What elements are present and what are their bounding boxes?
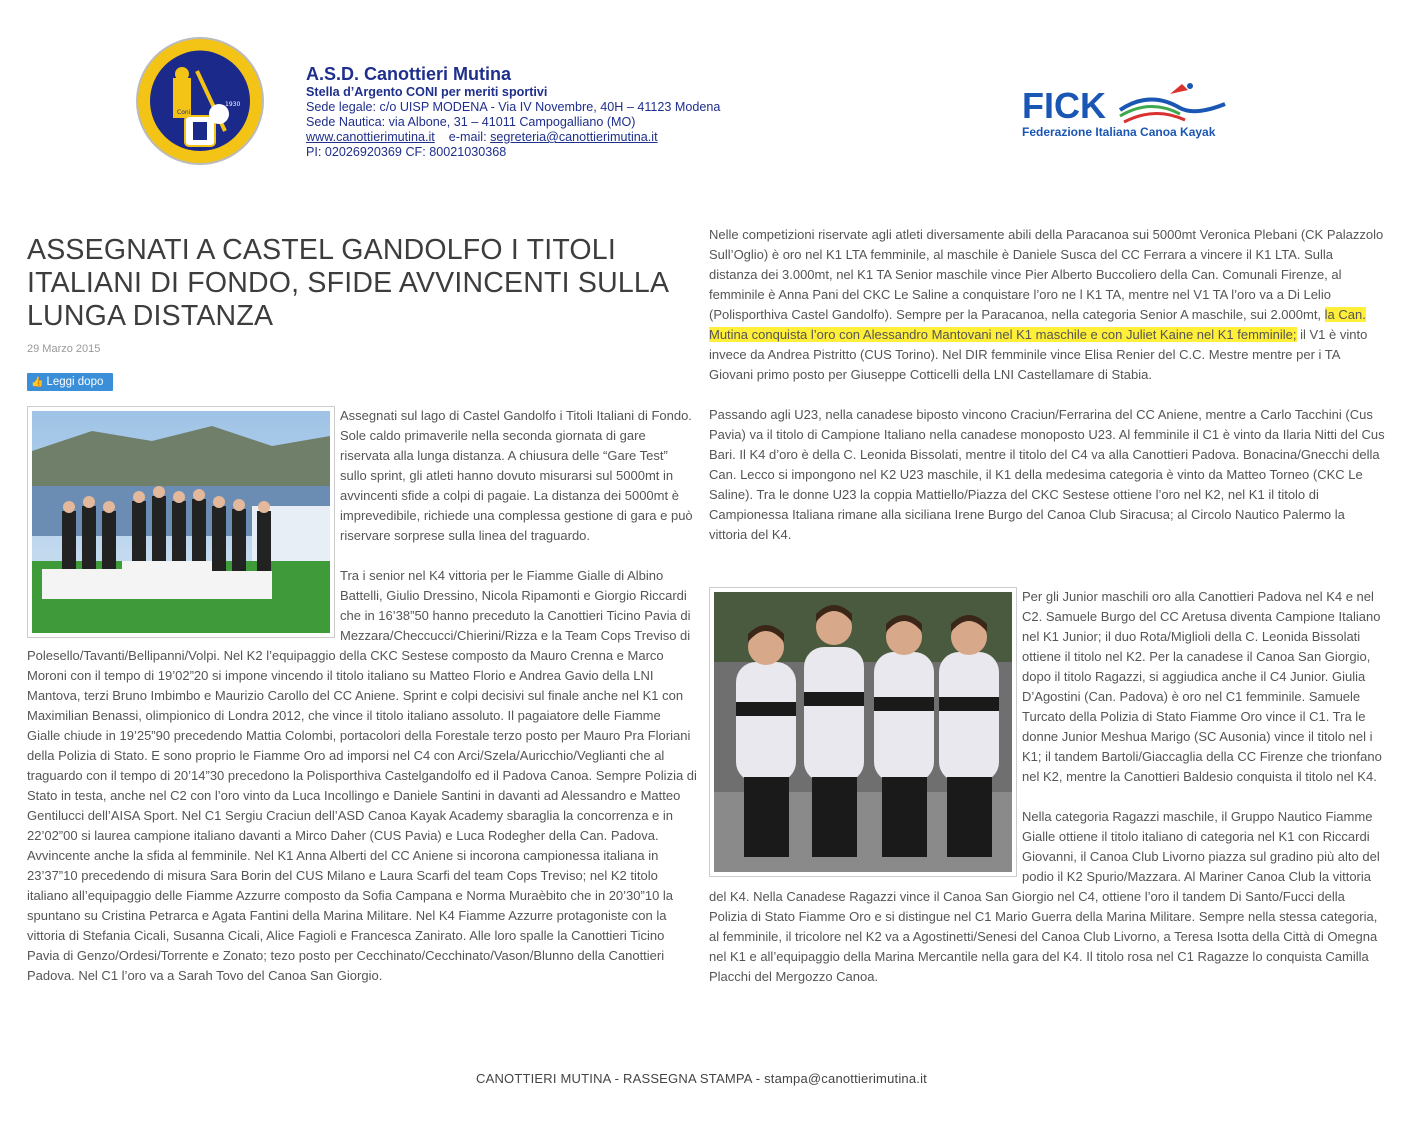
contact-line bbox=[306, 130, 720, 145]
canottieri-mutina-logo bbox=[135, 36, 265, 166]
read-later-button[interactable] bbox=[27, 373, 113, 391]
article-column-left bbox=[27, 406, 697, 986]
paragraph-senior: Tra i senior nel K4 vittoria per le Fiamme Gialle di Albino Battelli, Giulio Dressino, Nicola Ripamonti e Giorgio Riccardi che in 16’38”50 hanno preceduto la Canottieri Ticino Pavia di Mezzara/Checcucci/Chierini/Rizza e la Team Cops Treviso di Polesello/Tavanti/Bellipanni/Volpi. Nel K2 l’equipaggio della CKC Sestese composto da Mauro Crenna e Marco Moroni con il tempo di 19’02”20 si impone vincendo il titolo italiano su Matteo Florio e Andrea Gavio della LNI Mantova, terzi Bruno Imbimbo e Maurizio Carollo del CC Aniene. Sprint e colpi decisivi sul finale anche nel K1 con Maximilian Benassi, olimpionico di Londra 2012, che vince il titolo italiano assoluto. Il pagaiatore delle Fiamme Gialle chiude in 19’25”90 precedendo Mattia Colombi, portacolori della Forestale terzo posto per Mauro Pra Floriani della Polizia di Stato. E sono proprio le Fiamme Oro ad imporsi nel C4 con Arci/Szela/Auricchio/Veglianti che al traguardo con il tempo di 20’14”30 precedono la Polisporthiva Castelgandolfo ed il Padova Canoa. Sempre Polizia di Stato in testa, anche nel C2 con l’oro vinto da Luca Incollingo e Daniele Santini in davanti ad Alessandro e Matteo Gentilucci dell’AISA Sport. Nel C1 Sergiu Craciun dell’ASD Canoa Kayak Academy sbaraglia la concorrenza e in 22’02”00 si laurea campione italiano davanti a Mirco Daher (CUS Pavia) e Luca Rodegher della Can. Padova. Avvincente anche la sfida al femminile. Nel K1 Anna Alberti del CC Aniene si incorona campionessa italiana in 23’37”10 precedendo di misura Sara Borin del CUS Milano e Laura Scarfi del team Cops Treviso; nel K2 titolo italiano all’equipaggio delle Fiamme Azzurre composto da Sofia Campana e Norma Muraèbito che in 20’30”10 la spuntano su Cristina Petrarca e Agata Fantini della Marina Militare. Nel K4 Fiamme Azzurre protagoniste con la vittoria di Stefania Cicali, Susanna Cicali, Alice Fagioli e Francesca Zanirato. Alle loro spalle la Canottieri Ticino Pavia di Genzo/Ordesi/Torrente e Zonato; tezo posto per Cecchinato/Cecchinato/Vason/Blunno della Canottieri Padova. Nel C1 l’oro va a Sarah Tovo del Canoa San Giorgio. bbox=[27, 568, 697, 983]
paragraph-gap bbox=[709, 385, 1385, 405]
thumbs-up-icon: 👍 bbox=[31, 377, 44, 388]
paragraph-ragazzi: Nella categoria Ragazzi maschile, il Gruppo Nautico Fiamme Gialle ottiene il titolo italiano di categoria nel K1 con Riccardi Giovanni, il Canoa Club Livorno piazza sul gradino più alto del podio il K2 Spurio/Mazzara. Al Mariner Canoa Club la vittoria del K4. Nella Canadese Ragazzi vince il Canoa San Giorgio nel C4, ottiene l’oro il tandem Di Santo/Fucci della Polizia di Stato Fiamme Oro e si distingue nel C1 Mario Guerra della Marina Militare. Sempre nella stessa categoria, al femminile, il tricolore nel K2 va a Agostinetti/Senesi del Canoa Club Livorno, a Teresa Isotta della Città di Omegna nel K1 e all’equipaggio della Marina Mercantile nella gara del K4. Il titolo rosa nel C1 Ragazze lo conquista Camilla Placchi del Mergozzo Canoa. bbox=[709, 809, 1380, 984]
website-link[interactable]: www.canottierimutina.it bbox=[306, 130, 435, 144]
article-column-right bbox=[709, 225, 1385, 545]
fick-logo bbox=[1020, 80, 1230, 142]
article-headline: ASSEGNATI A CASTEL GANDOLFO I TITOLI ITALIANI DI FONDO, SFIDE AVVINCENTI SULLA LUNGA DISTANZA bbox=[27, 234, 668, 332]
article-column-right-lower bbox=[709, 587, 1385, 987]
podium-photo bbox=[27, 406, 335, 638]
page-footer: CANOTTIERI MUTINA - RASSEGNA STAMPA - stampa@canottierimutina.it bbox=[475, 1071, 927, 1086]
sede-nautica: Sede Nautica: via Albone, 31 – 41011 Campogalliano (MO) bbox=[306, 115, 636, 129]
highlighted-text: la Can. Mutina conquista l’oro con Alessandro Mantovani nel K1 maschile e con Juliet Kaine nel K1 femminile; bbox=[709, 307, 1366, 342]
fick-abbr: FICK bbox=[1022, 85, 1106, 126]
svg-text:Coni: Coni bbox=[177, 109, 191, 116]
paragraph-junior: Per gli Junior maschili oro alla Canottieri Padova nel K4 e nel C2. Samuele Burgo del CC Aretusa diventa Campione Italiano nel K1 Junior; il duo Rota/Miglioli della C. Leonida Bissolati ottiene il titolo nel K2. Per la canadese il Canoa San Giorgio, dopo il titolo Ragazzi, si aggiudica anche il C4 Junior. Giulia D’Agostini (Can. Padova) è oro nel C1 femminile. Samuele Turcato della Polizia di Stato Fiamme Oro vince il C1. Tra le donne Junior Meshua Marigo (SC Ausonia) vince il titolo nel i K1; il tandem Bartoli/Giaccaglia della CC Firenze che trionfano nel K2, mentre la Canottieri Baldesio conquista il titolo nel K4. bbox=[1022, 589, 1382, 784]
sede-legale: Sede legale: c/o UISP MODENA - Via IV Novembre, 40H – 41123 Modena bbox=[306, 100, 721, 114]
paracanoa-text-b: il V1 è vinto invece da Andrea Pistritto (CUS Torino). Nel DIR femminile vince Elisa Renier del C.C. Mestre mentre per i TA Giovani primo posto per Giuseppe Cotticelli della LNI Castellamare di Stabia. bbox=[709, 327, 1368, 382]
fick-name: Federazione Italiana Canoa Kayak bbox=[1022, 125, 1216, 139]
paracanoa-text-a: Nelle competizioni riservate agli atleti diversamente abili della Paracanoa sui 5000mt Veronica Plebani (CK Palazzolo Sull’Oglio) è oro nel K1 LTA femminile, al maschile è Daniele Susca del CC Ferrara a vincere il K1 LTA. Sulla distanza dei 3.000mt, nel K1 TA Senior maschile vince Pier Alberto Buccoliero della Can. Comunali Firenze, al femminile è Anna Pani del CKC Le Saline a conquistare l’oro ne l K1 TA, mentre nel V1 TA l’oro va a Di Lelio (Polisporthiva Castel Gandolfo). Sempre per la Paracanoa, nella categoria Senior A maschile, sui 2.000mt, bbox=[709, 227, 1384, 322]
svg-text:1930: 1930 bbox=[225, 101, 241, 108]
org-subtitle: Stella d’Argento CONI per meriti sportivi bbox=[306, 85, 548, 99]
paragraph-intro: Assegnati sul lago di Castel Gandolfo i Titoli Italiani di Fondo. Sole caldo primaverile nella seconda giornata di gare riservata alla lunga distanza. A chiusura delle “Gare Test” sullo sprint, gli atleti hanno dovuto misurarsi sul 5000mt in avvincenti sfide a colpi di pagaie. La distanza dei 5000mt è imprevedibile, richiede una complessa gestione di gara e può riservare sorprese sulla linea del traguardo. bbox=[340, 408, 693, 543]
paragraph-u23: Passando agli U23, nella canadese biposto vincono Craciun/Ferrarina del CC Aniene, mentre a Carlo Tacchini (Cus Pavia) va il titolo di Campione Italiano nella canadese monoposto U23. Al femminile il C1 è vinto da Ilaria Nitti del Cus Bari. Il K4 d’oro è della C. Leonida Bissolati, mentre il titolo del C4 va alla Canottieri Padova. Bonacina/Gnecchi della Can. Lecco si impongono nel K2 U23 maschile, il K1 della medesima categoria è vinto da Matteo Torneo (CKC Le Saline). Tra le donne U23 la coppia Mattiello/Piazza del CKC Sestese ottiene l’oro nel K2, nel K1 il titolo di Campionessa Italiana rimane alla siciliana Irene Burgo del Canoa Club Siracusa; al Circolo Nautico Palermo la vittoria del K4. bbox=[709, 407, 1385, 542]
email-label: e-mail: bbox=[448, 130, 487, 144]
email-link[interactable]: segreteria@canottierimutina.it bbox=[490, 130, 658, 144]
paragraph-paracanoa bbox=[709, 225, 1385, 385]
organization-info bbox=[306, 63, 720, 160]
fiscal-info: PI: 02026920369 CF: 80021030368 bbox=[306, 145, 507, 159]
org-name: A.S.D. Canottieri Mutina bbox=[306, 64, 512, 84]
read-later-label: Leggi dopo bbox=[46, 376, 104, 388]
article-date: 29 Marzo 2015 bbox=[27, 343, 101, 355]
athletes-photo bbox=[709, 587, 1017, 877]
